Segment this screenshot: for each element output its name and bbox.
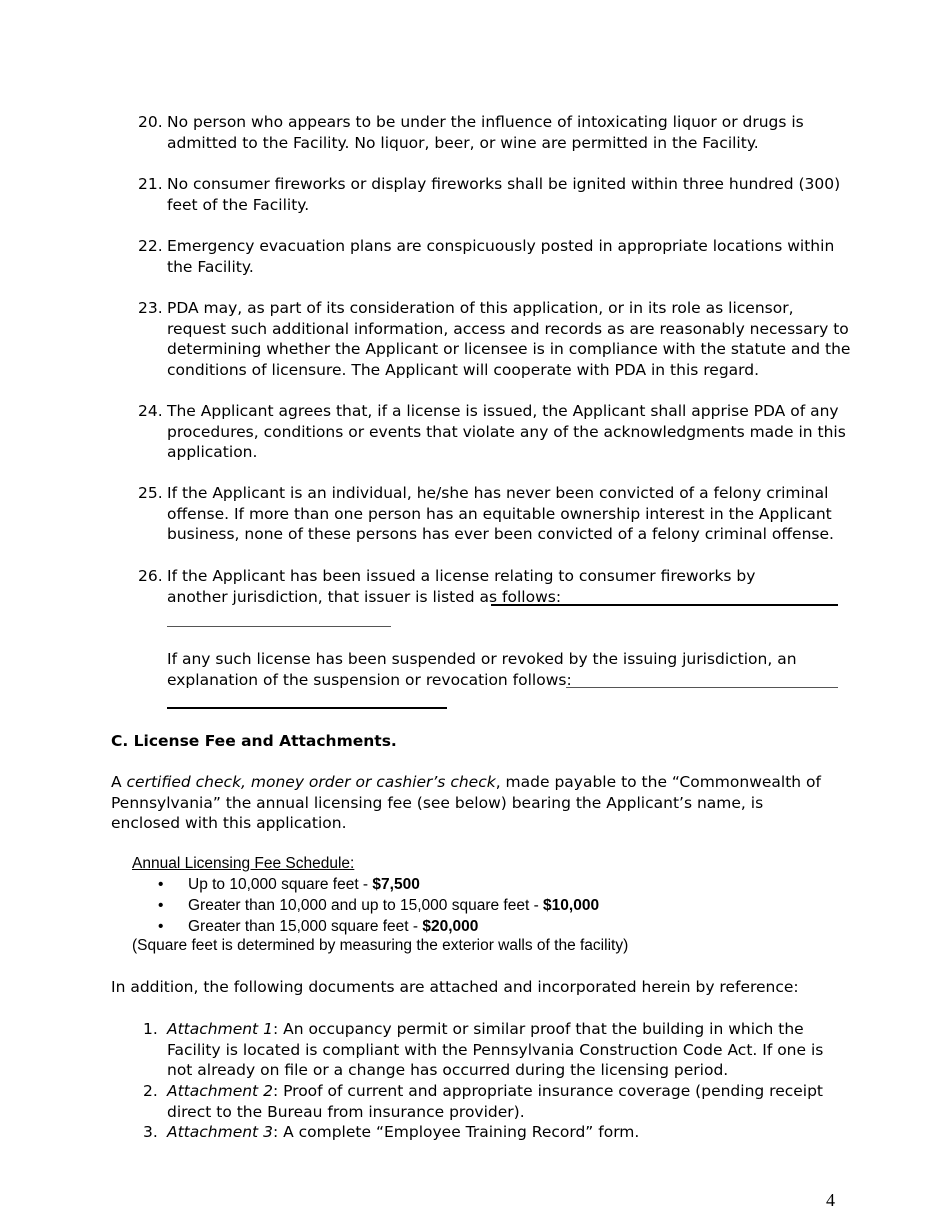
fee-note: (Square feet is determined by measuring the exterior walls of the facility): [132, 937, 629, 954]
fee-row-3: [188, 917, 478, 938]
item-26-number: 26.: [138, 567, 163, 585]
fee-bullet-3: •: [158, 918, 164, 935]
item-22-text: Emergency evacuation plans are conspicuously posted in appropriate locations within the Facility.: [167, 237, 835, 276]
item-22-number: 22.: [138, 237, 163, 255]
item-21-number: 21.: [138, 175, 163, 193]
fee-amount: $7,500: [372, 876, 420, 893]
fee-bullet-2: •: [158, 897, 164, 914]
fee-paragraph-prefix: A: [111, 773, 127, 791]
fee-label: Greater than 15,000 square feet -: [188, 918, 423, 935]
fee-schedule-title: Annual Licensing Fee Schedule:: [132, 855, 355, 872]
attachment-1-name: Attachment 1: [167, 1020, 273, 1038]
item-26-followup: If any such license has been suspended or revoked by the issuing jurisdiction, an explanation of the suspension or revocation follows:: [167, 650, 797, 689]
attachment-2-number: 2.: [143, 1082, 158, 1100]
item-23-number: 23.: [138, 299, 163, 317]
attachment-2-name: Attachment 2: [167, 1082, 273, 1100]
item-21-text: No consumer fireworks or display fireworks shall be ignited within three hundred (300) feet of the Facility.: [167, 175, 841, 214]
fee-bullet-1: •: [158, 876, 164, 893]
attachment-1-text: : An occupancy permit or similar proof that the building in which the Facility is located is compliant with the Pennsylvania Construction Code Act. If one is not already on file or a change has occurred during the licensing period.: [167, 1020, 824, 1080]
fee-label: Up to 10,000 square feet -: [188, 876, 373, 893]
explanation-field-line[interactable]: [566, 687, 838, 688]
attachment-3-number: 3.: [143, 1123, 158, 1141]
item-24-number: 24.: [138, 402, 163, 420]
fee-paragraph: [111, 772, 831, 834]
issuer-field-line-2[interactable]: [167, 626, 391, 627]
item-25-text: If the Applicant is an individual, he/she has never been convicted of a felony criminal offense. If more than one person has an equitable ownership interest in the Applicant business, none of these persons has ever been convicted of a felony criminal offense.: [167, 484, 834, 544]
fee-label: Greater than 10,000 and up to 15,000 square feet -: [188, 897, 544, 914]
item-23-text: PDA may, as part of its consideration of this application, or in its role as licensor, request such additional information, access and records as are reasonably necessary to determining whether the Applicant or licensee is in compliance with the statute and the conditions of licensure. The Applicant will cooperate with PDA in this regard.: [167, 299, 851, 379]
issuer-field-line[interactable]: [491, 604, 838, 606]
section-c-heading: C. License Fee and Attachments.: [111, 732, 397, 750]
attachment-2: [167, 1081, 837, 1122]
attachment-3-name: Attachment 3: [167, 1123, 273, 1141]
fee-row-1: [188, 875, 420, 896]
payment-methods: certified check, money order or cashier’s check: [126, 773, 496, 791]
attachment-1-number: 1.: [143, 1020, 158, 1038]
page-number: 4: [826, 1190, 835, 1210]
item-26-text: If the Applicant has been issued a license relating to consumer fireworks by another jurisdiction, that issuer is listed as follows:: [167, 567, 756, 606]
fee-amount: $10,000: [543, 897, 600, 914]
item-20-number: 20.: [138, 113, 163, 131]
fee-paragraph-suffix: , made payable to the “Commonwealth of Pennsylvania” the annual licensing fee (see below) bearing the Applicant’s name, is enclosed with this application.: [111, 773, 821, 833]
attachment-2-text: : Proof of current and appropriate insurance coverage (pending receipt direct to the Bureau from insurance provider).: [167, 1082, 824, 1121]
fee-amount: $20,000: [422, 918, 479, 935]
item-25-number: 25.: [138, 484, 163, 502]
attachment-3-text: : A complete “Employee Training Record” form.: [272, 1123, 640, 1141]
fee-row-2: [188, 896, 599, 917]
item-24-text: The Applicant agrees that, if a license is issued, the Applicant shall apprise PDA of any procedures, conditions or events that violate any of the acknowledgments made in this application.: [167, 402, 846, 462]
explanation-field-line-2[interactable]: [167, 707, 447, 709]
attachment-1: [167, 1019, 847, 1081]
attachment-3: [167, 1122, 857, 1143]
attachments-intro: In addition, the following documents are attached and incorporated herein by reference:: [111, 978, 799, 996]
item-20-text: No person who appears to be under the influence of intoxicating liquor or drugs is admitted to the Facility. No liquor, beer, or wine are permitted in the Facility.: [167, 113, 804, 152]
